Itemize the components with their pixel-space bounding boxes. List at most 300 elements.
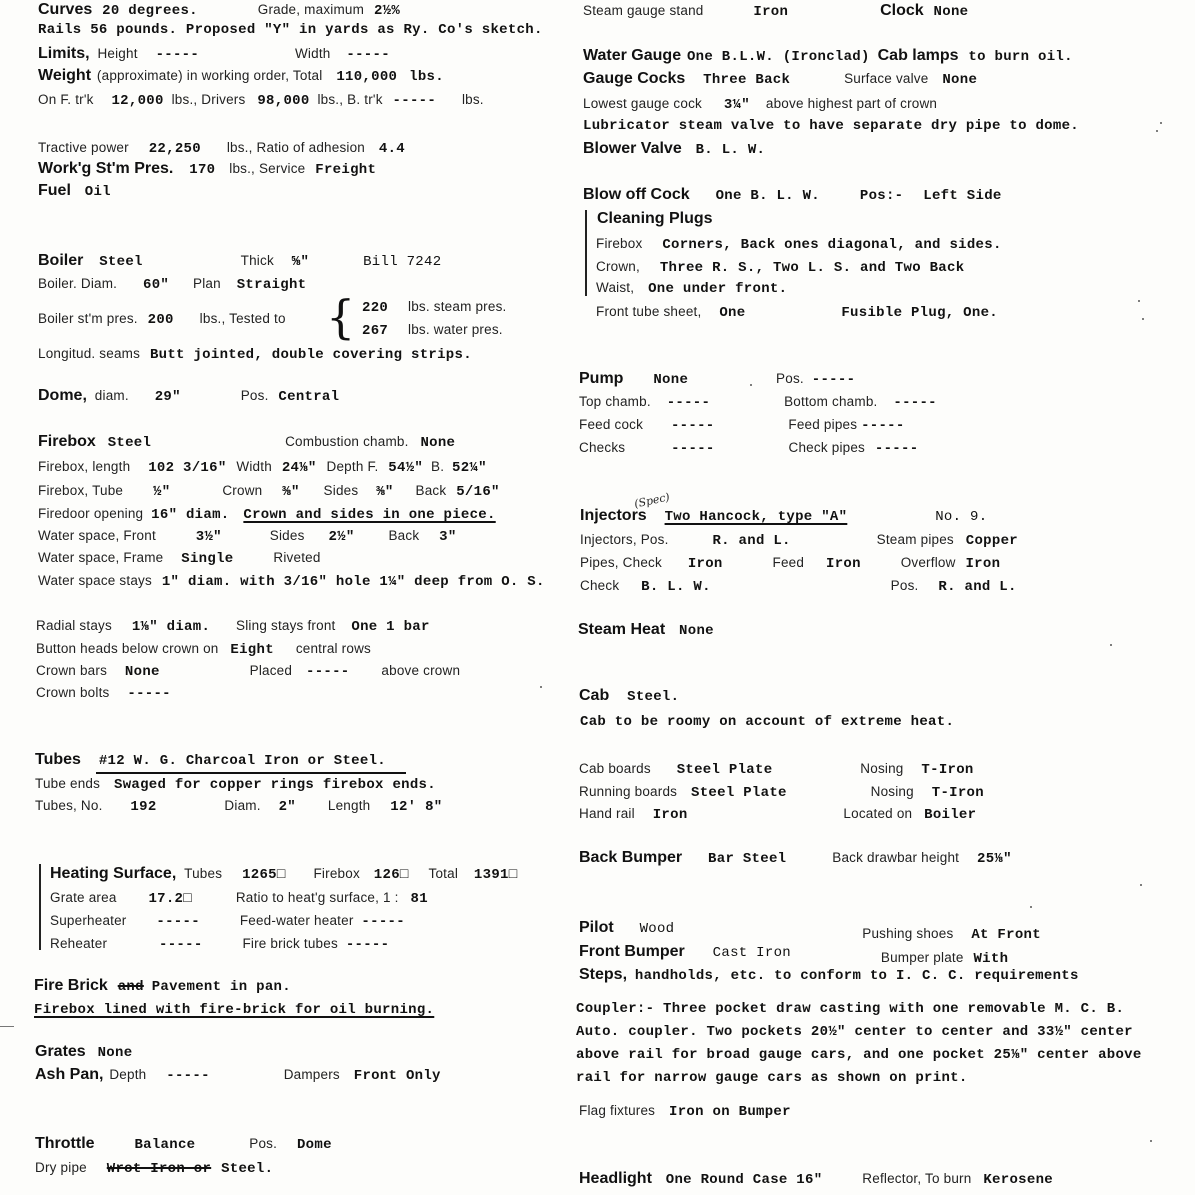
fire-brick-row xyxy=(34,978,291,994)
scan-speck xyxy=(1160,122,1162,124)
radial-stays-value: 1⅛" diam. xyxy=(131,619,211,635)
ash-pan-row xyxy=(35,1067,441,1083)
cp-crown-row xyxy=(596,259,964,275)
scan-mark xyxy=(0,1026,14,1027)
overflow-value: Iron xyxy=(965,556,1001,572)
steam-pipes-label: Steam pipes xyxy=(876,532,954,547)
reflector-label: Reflector, To burn xyxy=(862,1171,972,1186)
cab-boards-value: Steel Plate xyxy=(676,762,773,778)
running-boards-row xyxy=(579,784,984,800)
boiler-diam-row xyxy=(38,276,306,292)
radial-stays-row xyxy=(36,618,430,634)
button-heads-rows: central rows xyxy=(295,641,371,656)
steam-pressure-row xyxy=(362,299,506,315)
back-bumper-value: Bar Steel xyxy=(708,851,787,867)
superheater-row xyxy=(50,913,405,929)
pump-value: None xyxy=(653,372,689,388)
water-gauge-value: One B.L.W. (Ironclad) xyxy=(686,49,870,65)
heating-surface-label: Heating Surface, xyxy=(50,865,177,882)
scan-speck xyxy=(540,686,542,688)
dome-diam-value: 29" xyxy=(154,389,181,405)
crown-bolts-value: ----- xyxy=(127,686,171,702)
boiler-material: Steel xyxy=(99,254,143,270)
pipes-check-label: Pipes, Check xyxy=(580,555,662,570)
pipes-check-value: Iron xyxy=(687,556,723,572)
tubes-number-row xyxy=(35,798,442,814)
check-pipes-value: ----- xyxy=(874,441,919,457)
top-chamb-row xyxy=(579,394,937,410)
ws-sides-value: 2½" xyxy=(328,529,355,545)
lowest-gauge-desc: above highest part of crown xyxy=(765,96,938,111)
bumper-plate-value: With xyxy=(973,951,1009,967)
cab-boards-label: Cab boards xyxy=(579,761,651,776)
cab-note: Cab to be roomy on account of extreme heat. xyxy=(580,714,955,730)
water-pressure-label: lbs. water pres. xyxy=(408,322,503,337)
firedoor-label: Firedoor opening xyxy=(38,506,144,521)
pushing-shoes-value: At Front xyxy=(971,927,1041,943)
feed-cock-label: Feed cock xyxy=(579,417,644,432)
located-on-value: Boiler xyxy=(924,807,977,823)
gauge-cocks-row xyxy=(583,71,977,87)
hand-rail-label: Hand rail xyxy=(579,806,635,821)
thick-label: Thick xyxy=(240,253,274,268)
dome-pos-value: Central xyxy=(278,389,340,405)
water-pressure-row xyxy=(362,322,503,338)
check-value: B. L. W. xyxy=(641,579,711,595)
heating-tubes-label: Tubes xyxy=(184,866,223,881)
checks-value: ----- xyxy=(671,441,715,457)
b-track-unit: lbs. xyxy=(461,92,484,107)
crown-bars-value: None xyxy=(124,664,160,680)
overflow-label: Overflow xyxy=(900,555,956,570)
throttle-label: Throttle xyxy=(35,1135,95,1152)
steam-gauge-label: Steam gauge stand xyxy=(583,3,704,18)
on-track-row xyxy=(38,92,484,108)
injectors-pos-label: Injectors, Pos. xyxy=(580,532,669,547)
tubes-diam-label: Diam. xyxy=(224,798,261,813)
fire-brick-tubes-value: ----- xyxy=(345,937,390,953)
injectors-value: Two Hancock, type "A" xyxy=(664,509,848,525)
injectors-check-row xyxy=(580,578,1017,594)
height-label: Height xyxy=(97,46,138,61)
superheater-value: ----- xyxy=(156,914,200,930)
located-on-label: Located on xyxy=(843,806,913,821)
back-value: 5/16" xyxy=(456,484,500,500)
water-gauge-row xyxy=(583,48,1073,64)
cp-waist-label: Waist, xyxy=(596,280,635,295)
dome-row xyxy=(38,388,339,404)
steam-gauge-value: Iron xyxy=(753,4,789,20)
cp-firebox-value: Corners, Back ones diagonal, and sides. xyxy=(662,237,1002,253)
tubes-label: Tubes xyxy=(35,751,81,768)
tractive-row xyxy=(38,140,405,156)
cp-front-value: One xyxy=(719,305,746,321)
heating-total-value: 1391□ xyxy=(473,867,518,883)
on-track-label: On F. tr'k xyxy=(38,92,94,107)
surface-valve-value: None xyxy=(942,72,978,88)
dry-pipe-label: Dry pipe xyxy=(35,1160,87,1175)
curves-value: 20 degrees. xyxy=(102,3,198,19)
lowest-gauge-value: 3¼" xyxy=(723,97,750,113)
firebox-tube-value: ½" xyxy=(153,484,171,500)
fire-brick-value: Pavement in pan. xyxy=(151,979,291,995)
firebox-length-row xyxy=(38,459,487,475)
firebox-length-label: Firebox, length xyxy=(38,459,131,474)
cab-lamps-label: Cab lamps xyxy=(877,47,959,64)
water-space-frame-row xyxy=(38,550,321,566)
injectors-row xyxy=(580,508,987,524)
lowest-gauge-label: Lowest gauge cock xyxy=(583,96,702,111)
tubes-number-value: 192 xyxy=(130,799,157,815)
pump-row xyxy=(579,371,855,387)
clock-value: None xyxy=(933,4,969,20)
seams-label: Longitud. seams xyxy=(38,346,141,361)
ws-frame-value: Single xyxy=(181,551,234,567)
pipes-feed-label: Feed xyxy=(772,555,805,570)
fuel-value: Oil xyxy=(84,184,111,200)
back-bumper-label: Back Bumper xyxy=(579,849,683,866)
tractive-value: 22,250 xyxy=(148,141,201,157)
grate-area-value: 17.2□ xyxy=(148,891,192,907)
above-crown: above crown xyxy=(381,663,461,678)
water-gauge-label: Water Gauge xyxy=(583,47,682,64)
blower-valve-label: Blower Valve xyxy=(583,140,682,157)
drivers-value: 98,000 xyxy=(257,93,310,109)
firebox-material: Steel xyxy=(107,435,152,451)
lowest-gauge-row xyxy=(583,96,937,112)
front-bumper-row xyxy=(579,943,1009,967)
blow-off-pos-label: Pos:- xyxy=(859,188,904,204)
seams-value: Butt jointed, double covering strips. xyxy=(149,347,472,363)
fire-brick-tubes-label: Fire brick tubes xyxy=(242,936,338,951)
fuel-row xyxy=(38,183,111,199)
cleaning-plugs-label: Cleaning Plugs xyxy=(597,210,713,227)
running-nosing-label: Nosing xyxy=(870,784,914,799)
boiler-label: Boiler xyxy=(38,252,84,269)
pilot-value: Wood xyxy=(639,921,675,937)
b-track-label: lbs., B. tr'k xyxy=(317,92,383,107)
feed-water-value: ----- xyxy=(361,914,405,930)
fire-brick-struck: and xyxy=(117,979,144,995)
scan-speck xyxy=(1138,300,1140,302)
steam-gauge-row xyxy=(583,3,968,19)
scan-speck xyxy=(1156,130,1158,132)
coupler-line-3: above rail for broad gauge cars, and one pocket 25⅛" center above xyxy=(576,1047,1142,1063)
injectors-pos-value: R. and L. xyxy=(712,533,791,549)
cp-firebox-row xyxy=(596,236,1002,252)
ws-front-label: Water space, Front xyxy=(38,528,156,543)
ws-sides-label: Sides xyxy=(269,528,305,543)
tubes-length-value: 12' 8" xyxy=(390,799,443,815)
feed-cock-row xyxy=(579,417,905,433)
tubes-value: #12 W. G. Charcoal Iron or Steel. xyxy=(98,753,386,769)
grade-value: 2½% xyxy=(373,3,401,19)
hand-rail-row xyxy=(579,806,976,822)
cp-waist-row xyxy=(596,280,787,296)
ash-pan-depth-value: ----- xyxy=(166,1068,210,1084)
scan-speck xyxy=(1142,318,1144,320)
dry-pipe-row xyxy=(35,1160,273,1176)
curves-label: Curves xyxy=(38,1,93,18)
grate-area-label: Grate area xyxy=(50,890,117,905)
blower-valve-value: B. L. W. xyxy=(695,142,766,158)
back-label: Back xyxy=(415,483,447,498)
limits-row xyxy=(38,46,390,62)
ash-pan-label: Ash Pan, xyxy=(35,1066,104,1083)
cp-front-row xyxy=(596,304,998,320)
cab-row xyxy=(579,688,679,704)
scan-speck xyxy=(750,384,752,386)
depth-f-label: Depth F. xyxy=(326,459,379,474)
flag-fixtures-label: Flag fixtures xyxy=(579,1103,656,1118)
fire-brick-label: Fire Brick xyxy=(34,977,108,994)
firebox-label: Firebox xyxy=(38,433,96,450)
cab-value: Steel. xyxy=(627,689,680,705)
grate-ratio-label: Ratio to heat'g surface, 1 : xyxy=(235,890,399,905)
ash-pan-depth-label: Depth xyxy=(109,1067,147,1082)
pipes-feed-value: Iron xyxy=(826,556,861,572)
radial-stays-label: Radial stays xyxy=(36,618,112,633)
blow-off-value: One B. L. W. xyxy=(715,188,820,204)
running-boards-label: Running boards xyxy=(579,784,678,799)
sides-value: ⅜" xyxy=(376,484,394,500)
depth-b-value: 52¼" xyxy=(452,460,487,476)
crown-bolts-label: Crown bolts xyxy=(36,685,110,700)
depth-f-value: 54½" xyxy=(388,460,424,476)
injectors-label: Injectors xyxy=(580,507,647,524)
heating-bracket xyxy=(39,864,41,950)
steps-row xyxy=(579,967,1079,983)
hand-rail-value: Iron xyxy=(652,807,688,823)
gauge-cocks-label: Gauge Cocks xyxy=(583,70,686,87)
weight-unit: lbs. xyxy=(409,69,444,85)
scan-speck xyxy=(1030,906,1032,908)
crown-value: ⅜" xyxy=(282,484,300,500)
coupler-line-2: Auto. coupler. Two pockets 20½" center to center and 33½" center xyxy=(576,1024,1133,1040)
bill-number: Bill 7242 xyxy=(363,254,442,270)
water-pressure-value: 267 xyxy=(362,323,389,339)
pump-pos-label: Pos. xyxy=(776,371,804,386)
fuel-label: Fuel xyxy=(38,182,71,199)
crown-bars-label: Crown bars xyxy=(36,663,108,678)
bottom-chamb-value: ----- xyxy=(893,395,937,411)
front-bumper-value: Cast Iron xyxy=(712,945,791,961)
pilot-row xyxy=(579,919,1041,943)
cp-crown-label: Crown, xyxy=(596,259,640,274)
firebox-width-value: 24⅛" xyxy=(281,460,317,476)
drawbar-value: 25⅛" xyxy=(977,851,1012,867)
feed-pipes-label: Feed pipes xyxy=(788,417,858,432)
cleaning-plugs-row xyxy=(597,211,713,227)
thick-value: ⅝" xyxy=(291,254,310,270)
cab-boards-nosing-label: Nosing xyxy=(860,761,904,776)
throttle-row xyxy=(35,1136,332,1152)
grates-value: None xyxy=(97,1045,133,1061)
drivers-label: lbs., Drivers xyxy=(171,92,246,107)
placed-label: Placed xyxy=(249,663,293,678)
cab-boards-nosing-value: T-Iron xyxy=(921,762,974,778)
dome-pos-label: Pos. xyxy=(240,388,269,403)
boiler-diam-label: Boiler. Diam. xyxy=(38,276,118,291)
reheater-label: Reheater xyxy=(50,936,108,951)
heating-surface-row xyxy=(50,866,517,882)
ws-stays-label: Water space stays xyxy=(38,573,152,588)
heating-tubes-value: 1265□ xyxy=(242,867,286,883)
working-pressure-value: 170 xyxy=(189,162,216,178)
sling-stays-value: One 1 bar xyxy=(351,619,430,635)
injectors-pipes-row xyxy=(580,555,1000,571)
boiler-pressure-row xyxy=(38,311,286,327)
combustion-value: None xyxy=(420,435,456,451)
firebox-tube-label: Firebox, Tube xyxy=(38,483,124,498)
flag-fixtures-value: Iron on Bumper xyxy=(669,1104,791,1120)
tube-ends-row xyxy=(35,776,436,792)
heating-firebox-label: Firebox xyxy=(313,866,360,881)
firedoor-value: 16" diam. xyxy=(151,507,230,523)
button-heads-row xyxy=(36,641,371,657)
scan-speck xyxy=(1110,644,1112,646)
headlight-row xyxy=(579,1171,1053,1187)
feed-water-label: Feed-water heater xyxy=(239,913,354,928)
throttle-value: Balance xyxy=(134,1137,196,1153)
tube-ends-label: Tube ends xyxy=(35,776,101,791)
ws-riveted: Riveted xyxy=(273,550,321,565)
firebox-length-value: 102 3/16" xyxy=(148,460,227,476)
dampers-label: Dampers xyxy=(283,1067,340,1082)
boiler-pressure-value: 200 xyxy=(147,312,174,328)
water-space-front-row xyxy=(38,528,457,544)
steam-heat-row xyxy=(578,622,714,638)
limits-label: Limits, xyxy=(38,45,90,62)
scan-speck xyxy=(1150,1140,1152,1142)
steam-heat-label: Steam Heat xyxy=(578,621,666,638)
bottom-chamb-label: Bottom chamb. xyxy=(784,394,878,409)
front-weight: 12,000 xyxy=(111,93,164,109)
tube-ends-value: Swaged for copper rings firebox ends. xyxy=(114,777,436,793)
drawbar-label: Back drawbar height xyxy=(832,850,960,865)
steps-value: handholds, etc. to conform to I. C. C. requirements xyxy=(634,968,1079,984)
flag-fixtures-row xyxy=(579,1103,791,1119)
crown-bars-row xyxy=(36,663,460,679)
tested-brace: { xyxy=(326,290,356,344)
check-pos-label: Pos. xyxy=(890,578,919,593)
headlight-value: One Round Case 16" xyxy=(665,1172,823,1188)
cab-label: Cab xyxy=(579,687,610,704)
ratio-value: 4.4 xyxy=(378,141,406,157)
ws-back-value: 3" xyxy=(439,529,457,545)
reheater-row xyxy=(50,936,389,952)
coupler-line-4: rail for narrow gauge cars as shown on print. xyxy=(576,1070,968,1086)
seams-row xyxy=(38,346,472,362)
feed-cock-value: ----- xyxy=(670,418,715,434)
plan-value: Straight xyxy=(236,277,307,293)
cab-lamps-value: to burn oil. xyxy=(968,49,1073,65)
dome-label: Dome, xyxy=(38,387,87,404)
steam-pressure-label: lbs. steam pres. xyxy=(408,299,507,314)
cp-firebox-label: Firebox xyxy=(596,236,643,251)
top-chamb-label: Top chamb. xyxy=(579,394,651,409)
scan-speck xyxy=(1140,884,1142,886)
check-pos-value: R. and L. xyxy=(938,579,1017,595)
check-pipes-label: Check pipes xyxy=(788,440,866,455)
steam-heat-value: None xyxy=(679,623,714,639)
height-value: ----- xyxy=(155,47,200,63)
b-track-value: ----- xyxy=(392,93,437,109)
water-space-stays-row xyxy=(38,573,545,589)
ws-stays-value: 1" diam. with 3/16" hole 1¼" deep from O. S. xyxy=(161,574,545,590)
lubricator-note: Lubricator steam valve to have separate dry pipe to dome. xyxy=(583,118,1079,134)
running-nosing-value: T-Iron xyxy=(931,785,984,801)
cleaning-plugs-bracket xyxy=(585,210,587,296)
front-bumper-label: Front Bumper xyxy=(579,943,685,960)
dry-pipe-value: Steel. xyxy=(221,1161,274,1177)
width-label: Width xyxy=(294,46,331,61)
weight-desc: (approximate) in working order, Total xyxy=(96,68,323,83)
grates-row xyxy=(35,1044,132,1060)
throttle-pos-value: Dome xyxy=(296,1137,332,1153)
blow-off-row xyxy=(583,187,1002,203)
pump-label: Pump xyxy=(579,370,624,387)
reflector-value: Kerosene xyxy=(983,1172,1053,1188)
button-heads-value: Eight xyxy=(230,642,274,658)
pushing-shoes-label: Pushing shoes xyxy=(862,926,954,941)
heating-firebox-value: 126□ xyxy=(373,867,409,883)
feed-pipes-value: ----- xyxy=(861,418,905,434)
pilot-label: Pilot xyxy=(579,919,614,936)
width-value: ----- xyxy=(346,47,390,63)
firebox-width-label: Width xyxy=(236,459,272,474)
dry-pipe-struck: Wrot Iron or xyxy=(106,1161,212,1177)
button-heads-label: Button heads below crown on xyxy=(36,641,219,656)
crown-label: Crown xyxy=(222,483,263,498)
plan-label: Plan xyxy=(193,276,221,291)
superheater-label: Superheater xyxy=(50,913,127,928)
heating-total-label: Total xyxy=(428,866,459,881)
blow-off-pos-value: Left Side xyxy=(923,188,1002,204)
fire-lined-note: Firebox lined with fire-brick for oil burning. xyxy=(34,1002,435,1018)
placed-value: ----- xyxy=(306,664,350,680)
combustion-label: Combustion chamb. xyxy=(285,434,409,449)
gauge-cocks-value: Three Back xyxy=(703,72,791,88)
blower-valve-row xyxy=(583,141,765,157)
cp-waist-value: One under front. xyxy=(648,281,788,297)
grade-label: Grade, maximum xyxy=(257,2,365,17)
injectors-handwritten-note: (Spec) xyxy=(633,490,671,511)
tubes-row xyxy=(35,752,386,768)
boiler-row xyxy=(38,253,441,269)
running-boards-value: Steel Plate xyxy=(691,785,787,801)
injectors-number: No. 9. xyxy=(935,509,988,525)
service-label: lbs., Service xyxy=(229,161,306,176)
fusible-plug: Fusible Plug, One. xyxy=(841,305,998,321)
dome-diam-label: diam. xyxy=(94,388,129,403)
tubes-length-label: Length xyxy=(327,798,371,813)
top-chamb-value: ----- xyxy=(666,395,711,411)
boiler-pressure-label: Boiler st'm pres. xyxy=(38,311,138,326)
sides-label: Sides xyxy=(323,483,359,498)
tubes-underline xyxy=(96,772,406,774)
throttle-pos-label: Pos. xyxy=(249,1136,278,1151)
blow-off-label: Blow off Cock xyxy=(583,186,690,203)
ws-frame-label: Water space, Frame xyxy=(38,550,164,565)
firedoor-row xyxy=(38,506,496,522)
crown-bolts-row xyxy=(36,685,171,701)
tubes-diam-value: 2" xyxy=(278,799,296,815)
weight-total: 110,000 xyxy=(336,69,398,85)
ratio-label: lbs., Ratio of adhesion xyxy=(226,140,366,155)
sling-stays-label: Sling stays front xyxy=(236,618,336,633)
coupler-line-1: Coupler:- Three pocket draw casting with one removable M. C. B. xyxy=(576,1001,1125,1017)
